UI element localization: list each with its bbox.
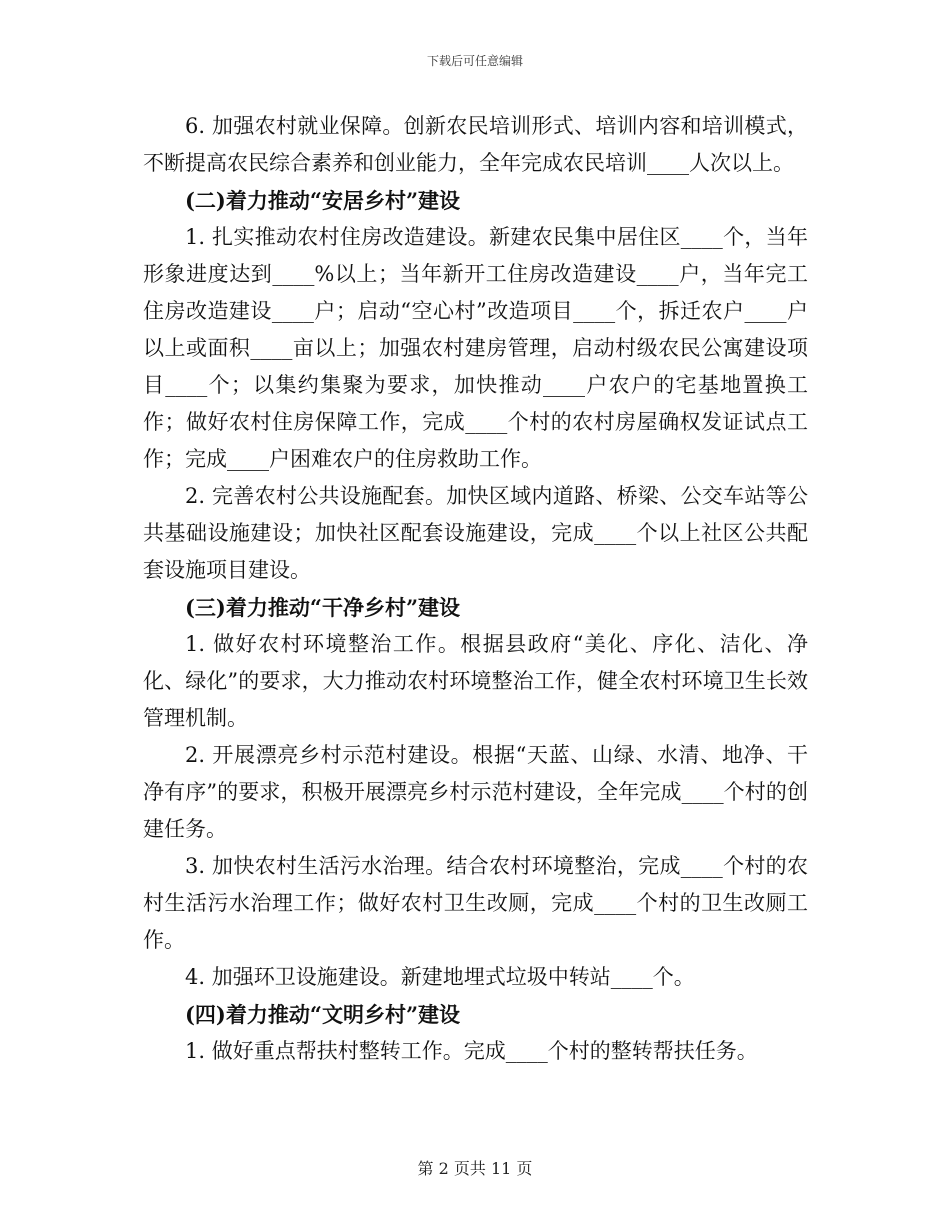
section-heading-wenming: (四)着力推动“文明乡村”建设 — [185, 1002, 461, 1027]
section-heading-anju: (二)着力推动“安居乡村”建设 — [185, 188, 461, 213]
section-heading-ganjing: (三)着力推动“干净乡村”建设 — [185, 595, 461, 620]
paragraph-demo-village: 2. 开展漂亮乡村示范村建设。根据“天蓝、山绿、水清、地净、干净有序”的要求，积极开展漂亮乡村示范村建设，全年完成____个村的创建任务。 — [143, 743, 808, 841]
paragraph-public-facilities: 2. 完善农村公共设施配套。加快区域内道路、桥梁、公交车站等公共基础设施建设；加快社区配套设施建设，完成____个以上社区公共配套设施项目建设。 — [143, 484, 808, 582]
paragraph-sanitation: 4. 加强环卫设施建设。新建地埋式垃圾中转站____个。 — [185, 965, 695, 989]
paragraph-sewage: 3. 加快农村生活污水治理。结合农村环境整治，完成____个村的农村生活污水治理工作；做好农村卫生改厕，完成____个村的卫生改厕工作。 — [143, 854, 808, 952]
document-body — [143, 108, 808, 1070]
paragraph-employment: 6. 加强农村就业保障。创新农民培训形式、培训内容和培训模式，不断提高农民综合素养和创业能力，全年完成农民培训____人次以上。 — [143, 114, 808, 175]
paragraph-key-villages: 1. 做好重点帮扶村整转工作。完成____个村的整转帮扶任务。 — [185, 1039, 758, 1063]
paragraph-environment: 1. 做好农村环境整治工作。根据县政府“美化、序化、洁化、净化、绿化”的要求，大力推动农村环境整治工作，健全农村环境卫生长效管理机制。 — [143, 632, 808, 730]
page-footer: 第 2 页共 11 页 — [417, 1159, 533, 1178]
paragraph-housing: 1. 扎实推动农村住房改造建设。新建农民集中居住区____个，当年形象进度达到____%以上；当年新开工住房改造建设____户，当年完工住房改造建设____户；启动“空心村”改造项目____个，拆迁农户____户以上或面积____亩以上；加强农村建房管理，启动村级农民公寓建设项目____个；以集约集聚为要求，加快推动____户农户的宅基地置换工作；做好农村住房保障工作，完成____个村的农村房屋确权发证试点工作；完成____户困难农户的住房救助工作。 — [143, 225, 808, 471]
page-header: 下载后可任意编辑 — [426, 54, 523, 68]
